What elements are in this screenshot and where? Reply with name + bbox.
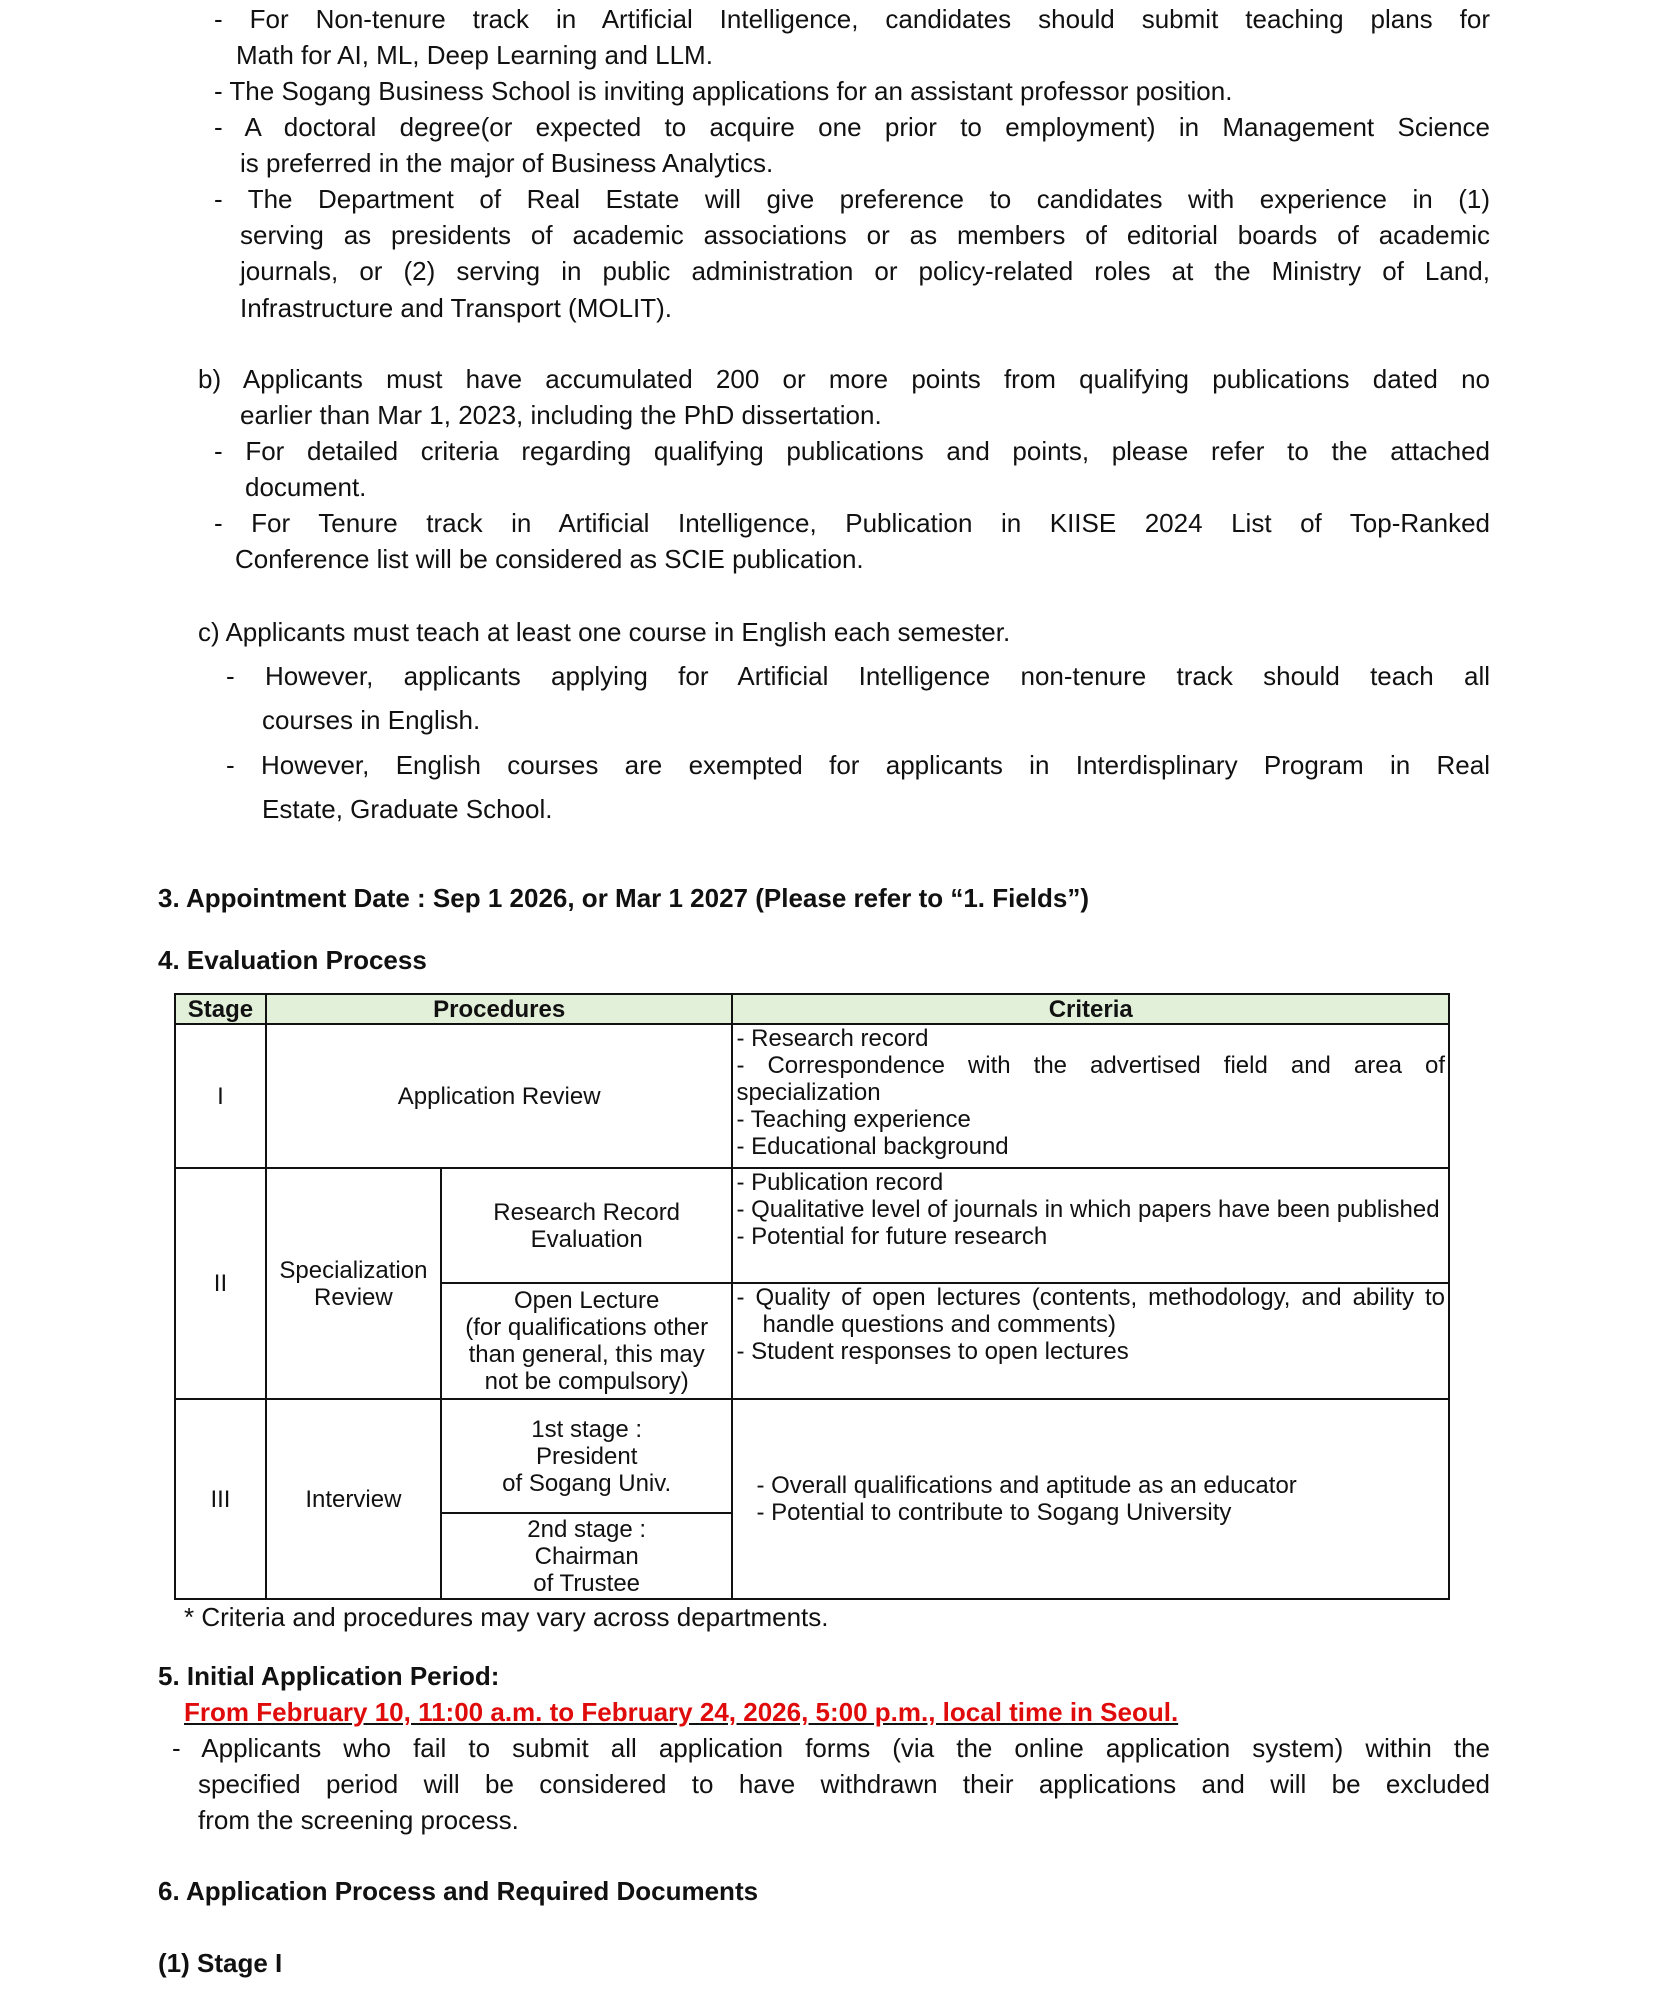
note-b-line1: b) Applicants must have accumulated 200 or more points from qualifying publications dated no xyxy=(198,364,1490,394)
criteria-item: - Publication record xyxy=(736,1169,944,1196)
stage-cell: III xyxy=(175,1399,266,1599)
subprocedure-line: Evaluation xyxy=(530,1225,643,1253)
note-real-estate-line1: - The Department of Real Estate will give preference to candidates with experience in (1) xyxy=(214,184,1490,214)
procedure-label: Specialization Review xyxy=(279,1256,428,1311)
table-row-stage-3a xyxy=(175,1399,1449,1513)
subprocedure-line: of Sogang Univ. xyxy=(502,1469,672,1497)
subprocedure-line: President xyxy=(535,1442,638,1470)
subprocedure-line: Open Lecture xyxy=(513,1287,660,1314)
note-c-line: c) Applicants must teach at least one course in English each semester. xyxy=(198,617,1011,647)
procedure-cell: Interview xyxy=(266,1399,441,1599)
note-real-estate-line4: Infrastructure and Transport (MOLIT). xyxy=(240,293,673,323)
note-c-realestate-line1: - However, English courses are exempted for applicants in Interdisplinary Program in Real xyxy=(226,750,1490,780)
subprocedure-line: Chairman xyxy=(534,1542,639,1570)
criteria-item: - Research record xyxy=(736,1025,929,1052)
procedure-cell xyxy=(266,1168,441,1399)
criteria-cell xyxy=(732,1283,1449,1399)
header-stage: Stage xyxy=(175,994,266,1024)
criteria-item: - Overall qualifications and aptitude as an educator xyxy=(756,1472,1297,1499)
note-c-ai-line2: courses in English. xyxy=(262,705,481,735)
note-business-school: - The Sogang Business School is inviting applications for an assistant professor position. xyxy=(214,76,1233,106)
criteria-item: - Teaching experience xyxy=(736,1106,971,1133)
subprocedure-open-lecture xyxy=(441,1283,733,1399)
header-procedures: Procedures xyxy=(266,994,733,1024)
note-b-line2: earlier than Mar 1, 2023, including the PhD dissertation. xyxy=(240,400,882,430)
note-real-estate-line3: journals, or (2) serving in public administration or policy-related roles at the Ministry of Land, xyxy=(240,256,1490,286)
evaluation-footnote: * Criteria and procedures may vary across departments. xyxy=(184,1602,829,1632)
stage-cell: I xyxy=(175,1024,266,1168)
application-period-note-line2: specified period will be considered to have withdrawn their applications and will be excluded xyxy=(198,1769,1490,1799)
subprocedure-line: 2nd stage : xyxy=(527,1515,647,1543)
criteria-item: - Quality of open lectures (contents, methodology, and ability to xyxy=(736,1284,1445,1311)
evaluation-table xyxy=(174,993,1450,1600)
criteria-item: handle questions and comments) xyxy=(762,1311,1116,1338)
subprocedure-line: not be compulsory) xyxy=(484,1368,689,1395)
table-row-stage-1 xyxy=(175,1024,1449,1168)
appointment-date-heading: 3. Appointment Date : Sep 1 2026, or Mar 1 2027 (Please refer to “1. Fields”) xyxy=(158,883,1090,913)
subprocedure-line: (for qualifications other xyxy=(465,1314,709,1341)
criteria-item: - Student responses to open lectures xyxy=(736,1338,1129,1365)
subprocedure-line: 1st stage : xyxy=(531,1415,643,1443)
note-b-kiise-line1: - For Tenure track in Artificial Intelligence, Publication in KIISE 2024 List of Top-Ranked xyxy=(214,508,1490,538)
procedure-cell: Application Review xyxy=(266,1024,733,1168)
criteria-item: - Potential to contribute to Sogang University xyxy=(756,1499,1232,1526)
stage-one-subheading: (1) Stage I xyxy=(158,1948,283,1978)
application-period-heading: 5. Initial Application Period: xyxy=(158,1661,500,1691)
subprocedure-line: than general, this may xyxy=(468,1341,705,1368)
note-ai-nontenure-line1: - For Non-tenure track in Artificial Intelligence, candidates should submit teaching plans for xyxy=(214,4,1490,34)
criteria-item: - Correspondence with the advertised field and area of specialization xyxy=(736,1052,1445,1106)
criteria-item: - Potential for future research xyxy=(736,1223,1048,1250)
criteria-cell xyxy=(732,1024,1449,1168)
evaluation-process-heading: 4. Evaluation Process xyxy=(158,945,427,975)
stage-cell: II xyxy=(175,1168,266,1399)
criteria-cell xyxy=(732,1168,1449,1283)
note-ai-nontenure-line2: Math for AI, ML, Deep Learning and LLM. xyxy=(236,40,713,70)
application-process-heading: 6. Application Process and Required Documents xyxy=(158,1876,759,1906)
criteria-item: - Qualitative level of journals in which papers have been published xyxy=(736,1196,1440,1223)
note-b-kiise-line2: Conference list will be considered as SCIE publication. xyxy=(235,544,864,574)
criteria-cell xyxy=(732,1399,1449,1599)
note-c-ai-line1: - However, applicants applying for Artificial Intelligence non-tenure track should teach all xyxy=(226,661,1490,691)
note-real-estate-line2: serving as presidents of academic associations or as members of editorial boards of academic xyxy=(240,220,1490,250)
subprocedure-second-stage xyxy=(441,1513,733,1599)
application-period-note-line1: - Applicants who fail to submit all application forms (via the online application system) within the xyxy=(172,1733,1490,1763)
subprocedure-line: of Trustee xyxy=(533,1569,641,1597)
note-b-criteria-line2: document. xyxy=(245,472,367,502)
subprocedure-research xyxy=(441,1168,733,1283)
note-c-realestate-line2: Estate, Graduate School. xyxy=(262,794,553,824)
criteria-item: - Educational background xyxy=(736,1133,1009,1160)
table-header-row xyxy=(175,994,1449,1024)
header-criteria: Criteria xyxy=(732,994,1449,1024)
subprocedure-line: Research Record xyxy=(493,1198,681,1226)
application-period-note-line3: from the screening process. xyxy=(198,1805,519,1835)
application-period-dates: From February 10, 11:00 a.m. to February 24, 2026, 5:00 p.m., local time in Seoul. xyxy=(184,1697,1179,1727)
subprocedure-first-stage xyxy=(441,1399,733,1513)
note-b-criteria-line1: - For detailed criteria regarding qualifying publications and points, please refer to the attached xyxy=(214,436,1490,466)
note-doctoral-line1: - A doctoral degree(or expected to acquire one prior to employment) in Management Science xyxy=(214,112,1490,142)
table-row-stage-2a xyxy=(175,1168,1449,1283)
note-doctoral-line2: is preferred in the major of Business Analytics. xyxy=(240,148,774,178)
